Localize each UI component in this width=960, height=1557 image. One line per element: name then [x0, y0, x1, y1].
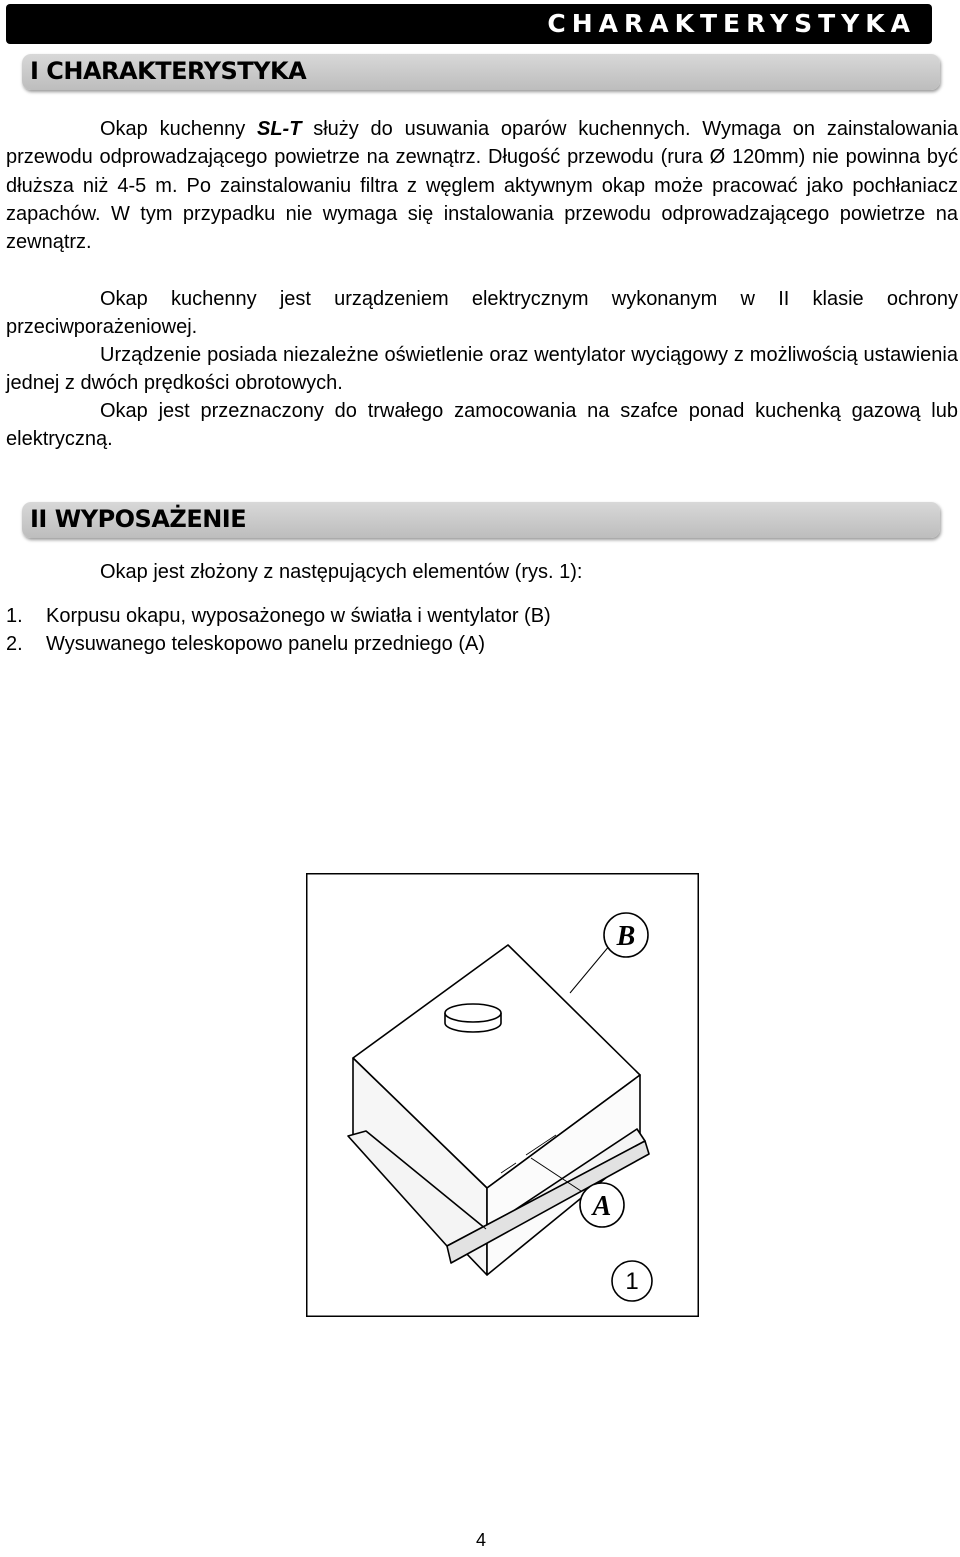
header-title: CHARAKTERYSTYKA [547, 9, 916, 38]
list-item [6, 602, 551, 630]
paragraph-text: Okap jest przeznaczony do trwałego zamocowania na szafce ponad kuchenką gazową lub elektryczną. [6, 400, 958, 451]
hood-figure [306, 873, 699, 1317]
section-heading-bar [22, 54, 940, 90]
callout-a: A [592, 1191, 612, 1222]
list-text: Korpusu okapu, wyposażonego w światła i wentylator (B) [46, 605, 551, 627]
paragraph-text: służy do usuwania oparów kuchennych. Wymaga on zainstalowania przewodu odprowadzającego powietrze na zewnątrz. Długość przewodu (rura Ø 120mm) nie powinna być dłuższa niż 4-5 m. Po zainstalowaniu filtra z węglem aktywnym okap może pracować jako pochłaniacz zapachów. W tym przypadku nie wymaga się instalowania przewodu odprowadzającego powietrze na zewnątrz. [6, 118, 959, 254]
model-name: SL-T [256, 118, 302, 140]
list-intro: Okap jest złożony z następujących elementów (rys. 1): [100, 561, 583, 583]
callout-b: B [616, 921, 636, 952]
paragraph [6, 341, 958, 398]
paragraph-text: Okap kuchenny jest urządzeniem elektrycznym wykonanym w II klasie ochrony przeciwporażeniowej. [6, 288, 958, 339]
list-number: 2. [6, 633, 23, 655]
page-number: 4 [476, 1530, 487, 1550]
paragraph-text: Okap kuchenny [100, 118, 257, 140]
section-heading-bar [22, 502, 940, 538]
section-heading: II WYPOSAŻENIE [30, 505, 247, 533]
component-list [6, 602, 551, 658]
paragraph [6, 397, 958, 454]
paragraph [6, 115, 958, 256]
list-number: 1. [6, 605, 23, 627]
figure-number: 1 [625, 1268, 639, 1295]
paragraph [6, 285, 958, 342]
hood-drawing [348, 913, 652, 1301]
paragraph-text: Urządzenie posiada niezależne oświetlenie oraz wentylator wyciągowy z możliwością ustawienia jednej z dwóch prędkości obrotowych. [6, 344, 958, 395]
list-item [6, 630, 551, 658]
list-text: Wysuwanego teleskopowo panelu przedniego (A) [46, 633, 485, 655]
header-bar [6, 4, 932, 44]
section-heading: I CHARAKTERYSTYKA [30, 57, 307, 85]
